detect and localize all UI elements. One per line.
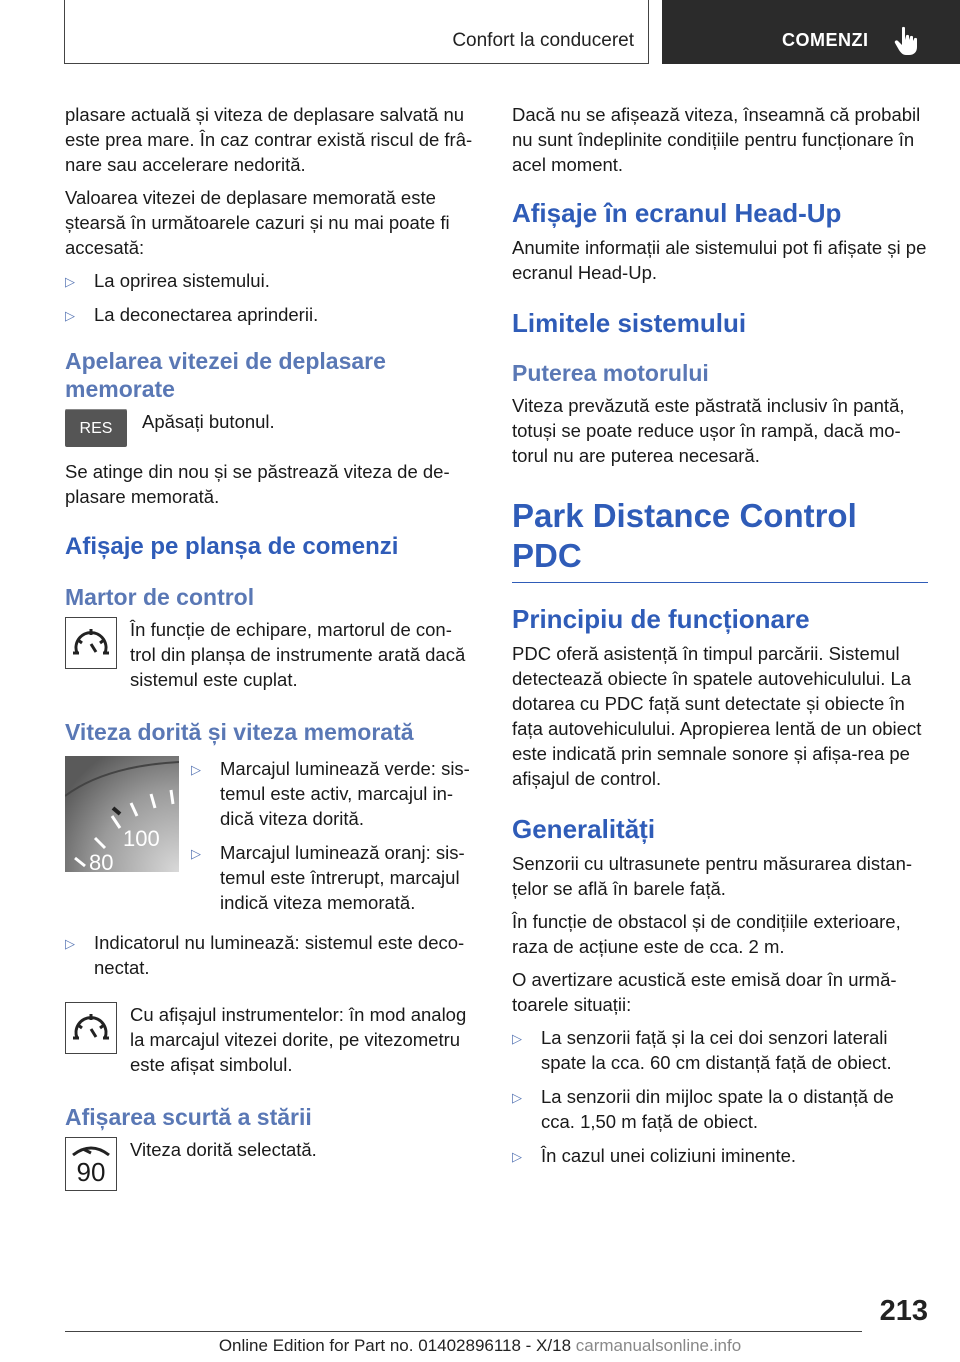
desired-speed-value: 90	[76, 1157, 106, 1187]
list-item: ▷ La senzorii față și la cei doi senzori laterali spate la cca. 60 cm distanță față de obiect.	[512, 1027, 892, 1073]
bullet-triangle-icon: ▷	[65, 936, 75, 951]
footer-divider	[65, 1331, 862, 1332]
watermark: carmanualsonline.info	[575, 1336, 742, 1355]
subsection-heading: Afișarea scurtă a stării	[65, 1104, 312, 1130]
subsection-heading: Puterea motorului	[512, 360, 709, 386]
speedometer-image	[65, 756, 179, 872]
section-heading: Afișaje în ecranul Head-Up	[512, 198, 842, 228]
section-heading: Limitele sistemului	[512, 308, 747, 338]
subsection-heading: Martor de control	[65, 584, 255, 610]
res-button-icon: RES	[65, 409, 127, 447]
list-item: ▷ Marcajul luminează verde: sis‐temul este activ, marcajul in‐dică viteza dorită.	[191, 758, 470, 829]
speed-limiter-indicator-icon	[65, 1002, 117, 1054]
list-item: ▷ Marcajul luminează oranj: sis‐temul este întrerupt, marcajul indică viteza memorată.	[191, 842, 465, 913]
bullet-triangle-icon: ▷	[512, 1090, 522, 1105]
bullet-triangle-icon: ▷	[65, 308, 75, 323]
list-item: ▷ La oprirea sistemului.	[65, 268, 477, 293]
bullet-triangle-icon: ▷	[191, 846, 201, 861]
paragraph: PDC oferă asistență în timpul parcării. Sistemul detectează obiecte în spatele autovehiculului. La dotarea cu PDC față sunt detectate și obiecte în fața autovehiculului. Apropierea lentă de un obiect este indicată prin semnale sonore și afișa‐rea pe afișajul de control.	[512, 643, 922, 789]
paragraph: Viteza prevăzută este păstrată inclusiv în pantă, totuși se poate reduce ușor în rampă, dacă mo‐torul nu are puterea necesară.	[512, 395, 905, 466]
list-item: ▷ La deconectarea aprinderii.	[65, 302, 477, 327]
pointing-hand-icon	[894, 26, 920, 56]
indicator-description: În funcție de echipare, martorul de con‐trol din planșa de instrumente arată dacă sistemul este cuplat.	[130, 619, 466, 690]
bullet-triangle-icon: ▷	[65, 274, 75, 289]
paragraph: Dacă nu se afișează viteza, înseamnă că probabil nu sunt îndeplinite condițiile pentru funcționare în acel moment.	[512, 104, 921, 175]
right-column	[512, 102, 928, 1177]
bullet-triangle-icon: ▷	[191, 762, 201, 777]
left-column	[65, 102, 477, 1203]
speedometer-label: 100	[123, 826, 160, 851]
bullet-triangle-icon: ▷	[512, 1031, 522, 1046]
paragraph: Valoarea vitezei de deplasare memorată este ștearsă în următoarele cazuri și nu mai poate fi accesată:	[65, 187, 450, 258]
page-number: 213	[879, 1295, 928, 1327]
desired-speed-icon	[65, 1137, 117, 1191]
bullet-triangle-icon: ▷	[512, 1149, 522, 1164]
paragraph: Senzorii cu ultrasunete pentru măsurarea distan‐țelor se află în barele față.	[512, 853, 913, 899]
list-item: ▷ Indicatorul nu luminează: sistemul este deco‐nectat.	[65, 932, 465, 978]
brief-description: Viteza dorită selectată.	[130, 1139, 317, 1160]
list-item: ▷ În cazul unei coliziuni iminente.	[512, 1143, 928, 1168]
section-heading: Principiu de funcționare	[512, 604, 810, 634]
paragraph: Anumite informații ale sistemului pot fi afișate și pe ecranul Head-Up.	[512, 237, 927, 283]
paragraph: O avertizare acustică este emisă doar în urmă‐toarele situații:	[512, 969, 897, 1015]
paragraph: Se atinge din nou și se păstrează viteza de de‐plasare memorată.	[65, 461, 450, 507]
header-section-tab	[64, 0, 649, 64]
section-heading: Generalități	[512, 814, 656, 844]
instruction-text: Apăsați butonul.	[142, 411, 275, 432]
subsection-heading: Viteza dorită și viteza memorată	[65, 719, 414, 745]
paragraph: În funcție de obstacol și de condițiile exterioare, raza de acțiune este de cca. 2 m.	[512, 911, 901, 957]
list-item: ▷ La senzorii din mijloc spate la o distanță de cca. 1,50 m față de obiect.	[512, 1086, 894, 1132]
chapter-heading: Park Distance Control PDC	[512, 496, 928, 583]
paragraph: plasare actuală și viteza de deplasare salvată nu este prea mare. În caz contrar există riscul de frâ‐nare sau accelerare nedorită.	[65, 104, 473, 175]
footer-text: Online Edition for Part no. 01402896118 - X/18 carmanualsonline.info	[218, 1336, 742, 1355]
speed-limiter-indicator-icon	[65, 617, 117, 669]
speedometer-label: 80	[89, 850, 114, 872]
section-heading: Afișaje pe planșa de comenzi	[65, 533, 399, 560]
section-heading: Apelarea vitezei de deplasare memorate	[65, 348, 386, 402]
header-chapter-title: COMENZI	[782, 30, 869, 50]
header-section-title: Confort la conduceret	[452, 30, 634, 51]
analog-description: Cu afișajul instrumentelor: în mod analog la marcajul vitezei dorite, pe vitezometru este afișat simbolul.	[130, 1004, 467, 1075]
